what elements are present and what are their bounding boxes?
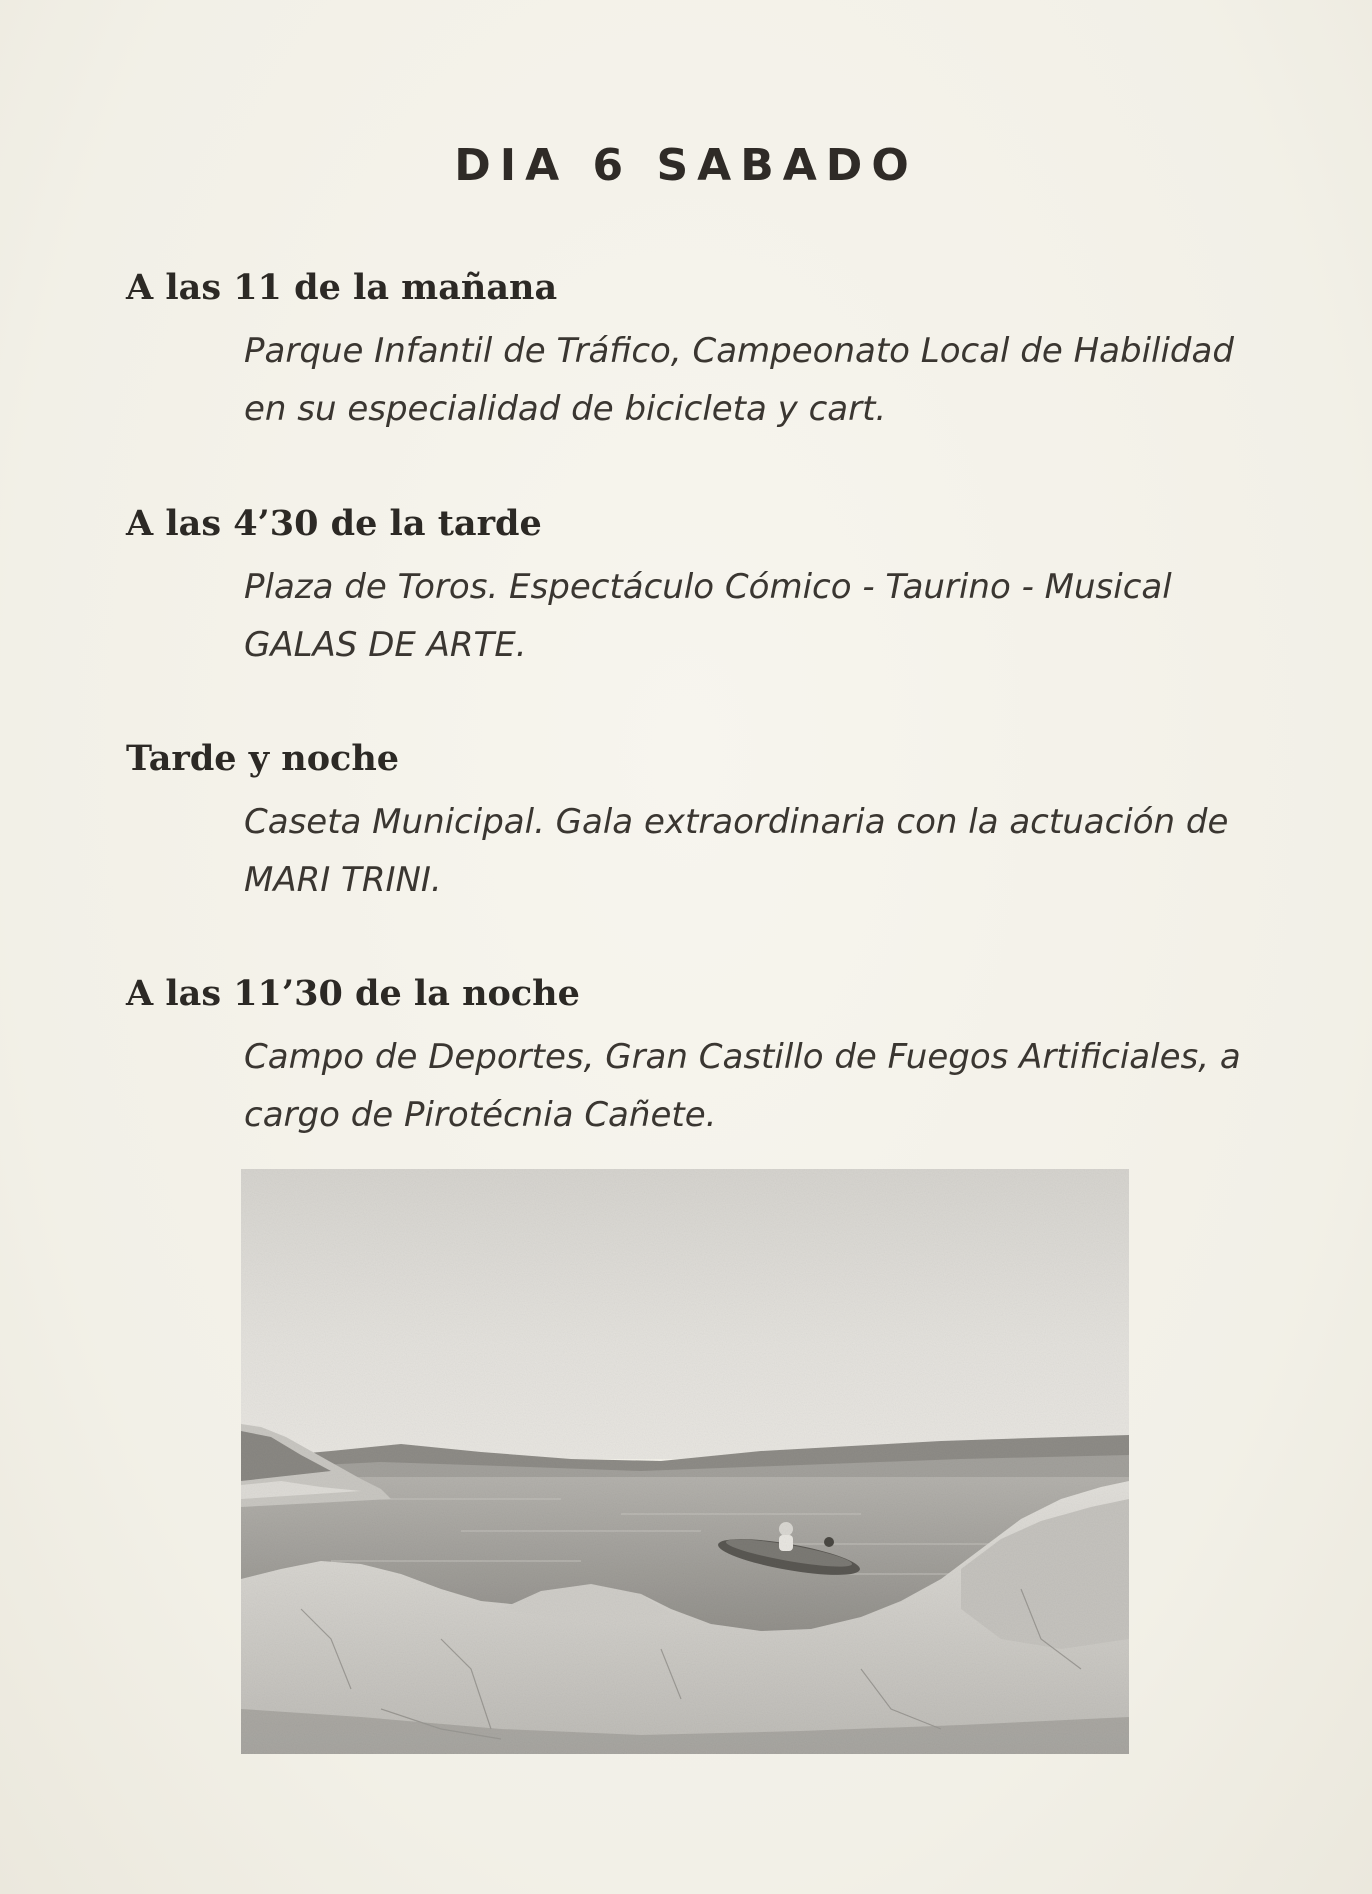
event-description: [244, 793, 1252, 909]
event-description-line: Plaza de Toros. Espectáculo Cómico - Taurino - Musical: [244, 567, 1172, 607]
event-section-afternoon: [126, 502, 1256, 674]
event-time: Tarde y noche: [126, 738, 400, 779]
lake-photo-image: [241, 1169, 1129, 1754]
event-section-morning: [126, 266, 1256, 438]
event-description-line: GALAS DE ARTE.: [244, 625, 527, 665]
event-description-line: cargo de Pirotécnia Cañete.: [244, 1095, 717, 1135]
event-description-line: Parque Infantil de Tráfico, Campeonato Local de Habilidad: [244, 331, 1234, 371]
event-description: [244, 1028, 1252, 1144]
event-description-line: Caseta Municipal. Gala extraordinaria con la actuación de: [244, 802, 1229, 842]
event-time: A las 11 de la mañana: [126, 267, 558, 308]
event-description-line: en su especialidad de bicicleta y cart.: [244, 389, 887, 429]
event-section-night: [126, 972, 1256, 1144]
page-title: DIA 6 SABADO: [454, 140, 918, 191]
lake-photo: [241, 1169, 1129, 1754]
event-description-line: MARI TRINI.: [244, 860, 442, 900]
event-time: A las 11’30 de la noche: [126, 973, 580, 1014]
event-description: [244, 558, 1252, 674]
event-time: A las 4’30 de la tarde: [126, 503, 542, 544]
event-description: [244, 322, 1252, 438]
event-description-line: Campo de Deportes, Gran Castillo de Fuegos Artificiales, a: [244, 1037, 1241, 1077]
event-section-evening: [126, 737, 1256, 909]
